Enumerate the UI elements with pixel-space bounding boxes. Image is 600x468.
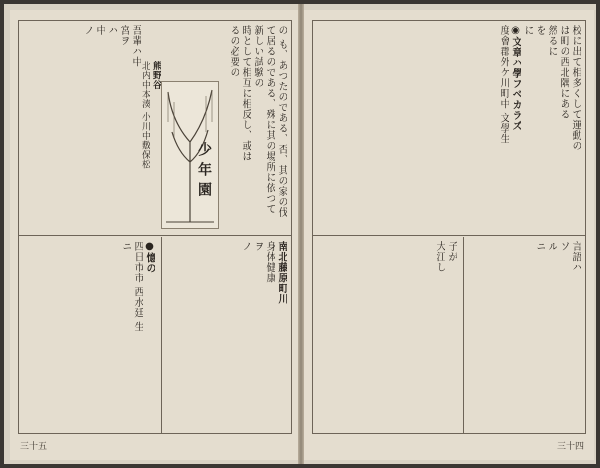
page-number: 三十五 [20,442,48,452]
text-column: 然るに [546,25,557,57]
illustration-title: 少年園 [196,142,212,202]
page-number: 三十四 [556,442,584,452]
section-heading: 南北藤原町川 [276,241,287,304]
left-lower-right-text [161,241,287,431]
text-column: ノ [240,241,251,252]
text-column: 身体健康 [264,241,275,283]
left-page-divider [19,235,291,236]
text-column: ヲ [252,241,263,252]
text-column: に [522,25,533,36]
text-column: るの必要の [228,25,239,78]
text-column: 中 [94,25,105,36]
right-page-frame [312,20,586,434]
text-column: を [534,25,545,36]
text-column: ソ [558,241,569,252]
section-heading: ●憶の [144,241,155,274]
text-column: 校に出て相多くして運動の [570,25,581,151]
left-upper-left-text [23,25,141,231]
text-column: 子が [446,241,457,262]
text-column: は町の西北隅にある [558,25,569,120]
text-column: ニ [534,241,545,252]
text-column: 新しい試験の [252,25,263,88]
text-column: 言語ハ [570,241,581,273]
signature: 四日市市 西水廷 生 [132,241,143,333]
text-column: ニ [120,241,131,252]
text-column: 時として相互に相反し、或は [240,25,251,162]
right-upper-text [315,25,581,231]
text-column: ノ [82,25,93,36]
text-column: の も、あつたのである、否、其の家の伐 [276,25,287,218]
right-lower-left-text [317,241,457,431]
text-column: ル [546,241,557,252]
right-page-divider [313,235,585,236]
left-upper-right-text [225,25,287,231]
illustration-caption: 熊野谷 [151,61,161,90]
author-line: 北内中本湊 小川中敷保松 [140,61,150,169]
text-column: 宮ヲ [118,25,129,46]
willow-illustration [161,81,219,229]
right-page [304,10,594,460]
text-column: て居るのである、殊に其の場所に依つて [264,25,275,214]
author-line: 度會郡外ケ川町中 文學生 [498,25,509,145]
signature: 大江し [434,241,445,273]
section-heading: ◉文章ハ學フベカラズ [510,25,521,131]
illustration-caption-block [139,61,161,227]
open-book [4,4,596,464]
text-column: ハ [106,25,117,36]
right-lower-right-text [463,241,581,431]
left-page-frame [18,20,292,434]
text-column: 吾輩ハ中 [130,25,141,67]
left-lower-left-text [23,241,155,431]
left-page [10,10,300,460]
